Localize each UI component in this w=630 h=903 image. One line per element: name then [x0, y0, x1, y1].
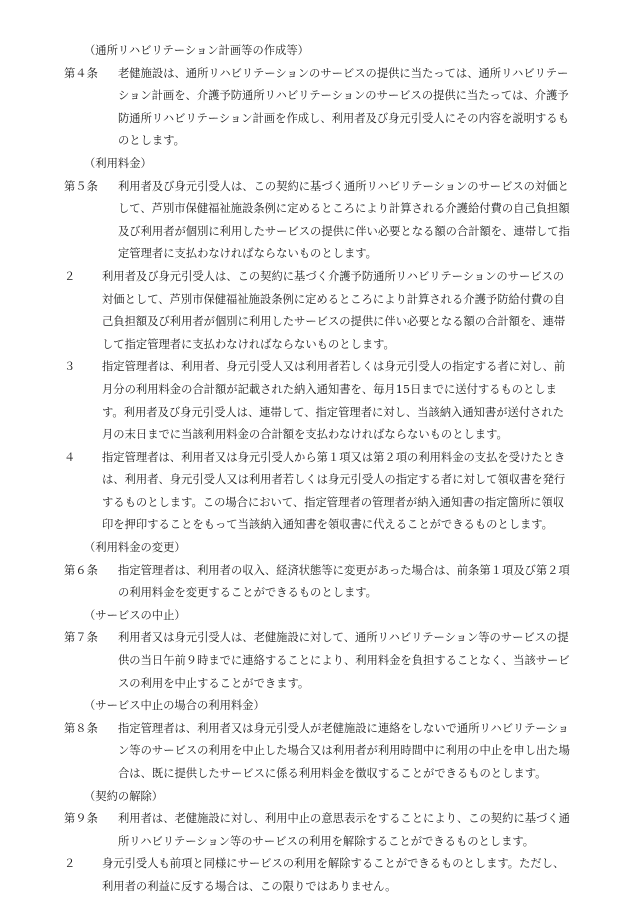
article-heading: （サービスの中止） — [84, 608, 186, 622]
clause-number: ３ — [64, 360, 76, 374]
article-6 — [64, 560, 574, 605]
article-5 — [64, 176, 574, 266]
clause-number: ２ — [64, 269, 76, 283]
article-heading: （利用料金の変更） — [84, 541, 186, 555]
article-text: 利用者又は身元引受人は、老健施設に対して、通所リハビリテーション等のサービスの提供の当日午前９時までに連絡することにより、利用料金を負担することなく、当該サービスの利用を中止することができます。 — [118, 631, 570, 690]
article-4 — [64, 63, 574, 153]
clause-number: ４ — [64, 450, 76, 464]
clause-text: 利用者及び身元引受人は、この契約に基づく介護予防通所リハビリテーションのサービスの対価として、芦別市保健福祉施設条例に定めるところにより計算される介護予防給付費の自己負担額及び利用者が個別に利用したサービスの提供に伴い必要となる額の合計額を、連帯して指定管理者に支払わなければならないものとします。 — [102, 269, 566, 351]
article-number: 第６条 — [64, 563, 98, 577]
article-heading: （サービス中止の場合の利用料金） — [84, 699, 265, 713]
article-number: 第５条 — [64, 179, 98, 193]
article-9 — [64, 808, 574, 853]
article-8 — [64, 718, 574, 786]
article-text: 指定管理者は、利用者又は身元引受人が老健施設に連絡をしないで通所リハビリテーション等のサービスの利用を中止した場合又は利用者が利用時間中に利用の中止を申し出た場合は、既に提供したサービスに係る利用料金を徴収することができるものとします。 — [118, 721, 570, 780]
clause-text: 指定管理者は、利用者、身元引受人又は利用者若しくは身元引受人の指定する者に対し、前月分の利用料金の合計額が記載された納入通知書を、毎月15日までに送付するものとします。利用者及び身元引受人は、連帯して、指定管理者に対し、当該納入通知書が送付された月の末日までに当該利用料金の合計額を支払わなければならないものとします。 — [102, 360, 566, 442]
article-number: 第８条 — [64, 721, 98, 735]
article-number: 第９条 — [64, 812, 98, 826]
article-text: 利用者は、老健施設に対し、利用中止の意思表示をすることにより、この契約に基づく通所リハビリテーション等のサービスの利用を解除することができるものとします。 — [118, 812, 570, 848]
document-page — [64, 40, 574, 899]
article-text: 老健施設は、通所リハビリテーションのサービスの提供に当たっては、通所リハビリテーション計画を、介護予防通所リハビリテーションのサービスの提供に当たっては、介護予防通所リハビリテーション計画を作成し、利用者及び身元引受人にその内容を説明するものとします。 — [118, 66, 569, 148]
clause-item — [64, 266, 574, 356]
clause-item — [64, 853, 574, 898]
clause-item — [64, 356, 574, 446]
article-text: 指定管理者は、利用者の収入、経済状態等に変更があった場合は、前条第１項及び第２項の利用料金を変更することができるものとします。 — [118, 563, 570, 600]
article-heading: （利用料金） — [84, 156, 152, 170]
article-number: 第７条 — [64, 631, 98, 645]
article-heading: （契約の解除） — [84, 789, 164, 803]
clause-item — [64, 447, 574, 537]
clause-number: ２ — [64, 857, 76, 871]
clause-text: 身元引受人も前項と同様にサービスの利用を解除することができるものとします。ただし、利用者の利益に反する場合は、この限りではありません。 — [102, 857, 565, 893]
article-heading: （通所リハビリテーション計画等の作成等） — [84, 44, 309, 57]
clause-text: 指定管理者は、利用者又は身元引受人から第１項又は第２項の利用料金の支払を受けたときは、利用者、身元引受人又は利用者若しくは身元引受人の指定する者に対して領収書を発行するものとします。この場合において、指定管理者の管理者が納入通知書の指定箇所に領収印を押印することをもって当該納入通知書を領収書に代えることができるものとします。 — [102, 450, 566, 532]
article-text: 利用者及び身元引受人は、この契約に基づく通所リハビリテーションのサービスの対価として、芦別市保健福祉施設条例に定めるところにより計算される介護給付費の自己負担額及び利用者が個別に利用したサービスの提供に伴い必要となる額の合計額を、連帯して指定管理者に支払わなければならないものとします。 — [118, 179, 570, 261]
article-7 — [64, 627, 574, 695]
article-number: 第４条 — [64, 66, 98, 80]
